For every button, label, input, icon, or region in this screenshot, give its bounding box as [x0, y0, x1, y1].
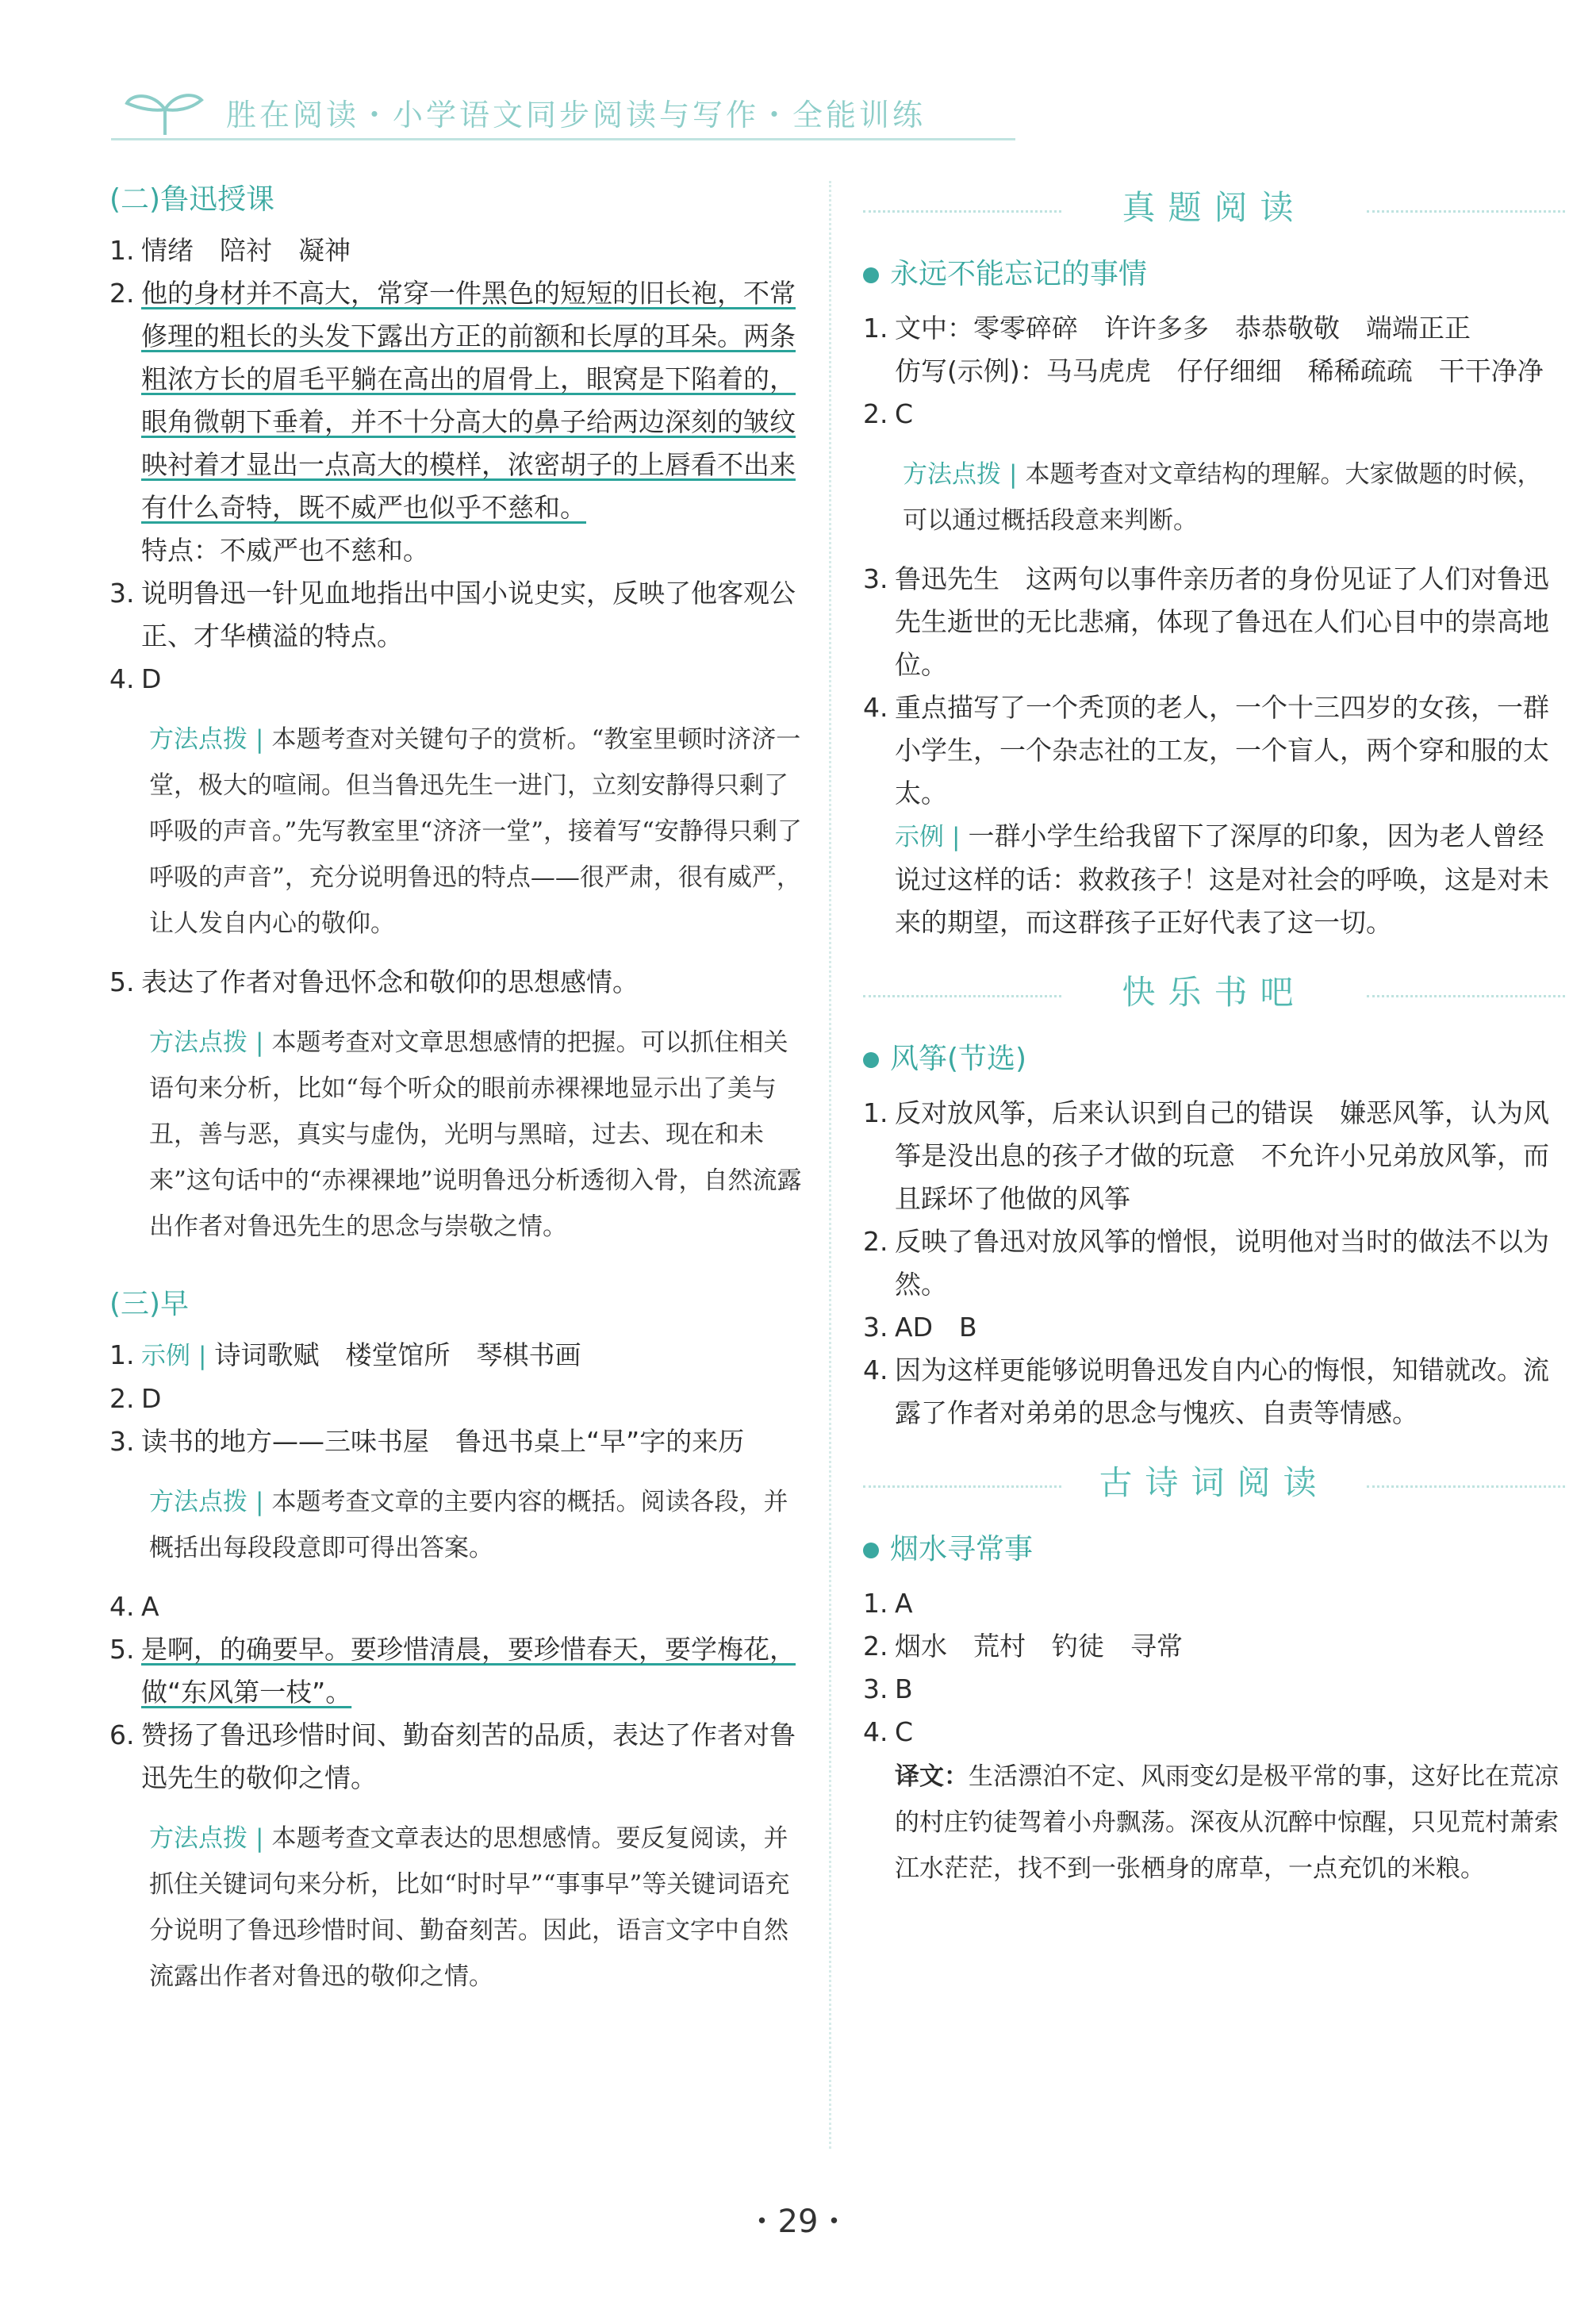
answer-item: 2. C [863, 398, 914, 429]
method-tip: 方法点拨 | 本题考查文章的主要内容的概括。阅读各段，并概括出每段段意即可得出答案。 [149, 1488, 788, 1562]
answer-item: 3. 读书的地方——三味书屋 鲁迅书桌上“早”字的来历 [109, 1426, 745, 1457]
article-title: 风筝(节选) [863, 1038, 1565, 1081]
section-title-luxun-lecture: (二)鲁迅授课 [109, 183, 275, 216]
example-label: 示例 | [895, 823, 961, 851]
answer-item-example: 示例 | 一群小学生给我留下了深厚的印象，因为老人曾经说过这样的话：救救孩子！这是对社会的呼唤，这是对未来的期望，而这群孩子正好代表了这一切。 [895, 820, 1549, 938]
translation: 译文：生活漂泊不定、风雨变幻是极平常的事，这好比在荒凉的村庄钓徒驾着小舟飘荡。深夜从沉醉中惊醒，只见荒村萧索江水茫茫，找不到一张栖身的席草，一点充饥的米粮。 [895, 1762, 1559, 1883]
method-tip: 方法点拨 | 本题考查对文章结构的理解。大家做题的时候，可以通过概括段意来判断。 [903, 460, 1542, 535]
answer-item: 5. 表达了作者对鲁迅怀念和敬仰的思想感情。 [109, 966, 639, 997]
answer-item: 1. 情绪 陪衬 凝神 [109, 235, 351, 266]
answer-item: 4. 重点描写了一个秃顶的老人，一个十三四岁的女孩，一群小学生，一个杂志社的工友，一个盲人，两个穿和服的太太。 [863, 692, 1549, 809]
right-column [863, 179, 1565, 1892]
header-divider [111, 138, 1015, 140]
answer-item: 3. AD B [863, 1312, 977, 1343]
answer-item-continued: 仿写(示例)：马马虎虎 仔仔细细 稀稀疏疏 干干净净 [895, 355, 1544, 386]
left-column [109, 179, 808, 2014]
header-title: 胜在阅读・小学语文同步阅读与写作・全能训练 [226, 98, 927, 133]
bullet-dot-icon [863, 1543, 879, 1558]
tip-label: 方法点拨 | [149, 1824, 264, 1853]
column-divider [829, 181, 831, 2149]
sprout-icon [117, 86, 213, 138]
article-title: 烟水寻常事 [863, 1528, 1565, 1571]
section-title-zao: (三)早 [109, 1288, 190, 1320]
answer-item: 2. 他的身材并不高大，常穿一件黑色的短短的旧长袍，不常修理的粗长的头发下露出方正的前额和长厚的耳朵。两条粗浓方长的眉毛平躺在高出的眉骨上，眼窝是下陷着的，眼角微朝下垂着，并不十分高大的鼻子给两边深刻的皱纹映衬着才显出一点高大的模样，浓密胡子的上唇看不出来有什么奇特，既不威严也似乎不慈和。 [109, 278, 796, 523]
tip-label: 方法点拨 | [149, 1028, 264, 1057]
tip-label: 方法点拨 | [903, 460, 1018, 489]
tip-label: 方法点拨 | [149, 725, 264, 754]
bullet-dot-icon [863, 1052, 879, 1068]
answer-item: 2. D [109, 1383, 162, 1414]
section-banner-classical-poetry: 古诗词阅读 [863, 1454, 1565, 1517]
article-title: 永远不能忘记的事情 [863, 253, 1565, 296]
page-number: ・29・ [746, 2203, 850, 2240]
answer-item: 4. D [109, 663, 162, 694]
answer-item: 1. 示例 | 诗词歌赋 楼堂馆所 琴棋书画 [109, 1339, 581, 1370]
answer-item-feature: 特点：不威严也不慈和。 [141, 535, 429, 566]
answer-item: 3. 鲁迅先生 这两句以事件亲历者的身份见证了人们对鲁迅先生逝世的无比悲痛，体现了鲁迅在人们心目中的崇高地位。 [863, 563, 1549, 680]
answer-item: 2. 反映了鲁迅对放风筝的憎恨，说明他对当时的做法不以为然。 [863, 1226, 1549, 1300]
answer-item: 5. 是啊，的确要早。要珍惜清晨，要珍惜春天，要学梅花，做“东风第一枝”。 [109, 1634, 796, 1708]
section-banner-real-test: 真题阅读 [863, 179, 1565, 242]
section-banner-happy-books: 快乐书吧 [863, 963, 1565, 1027]
answer-item: 3. 说明鲁迅一针见血地指出中国小说史实，反映了他客观公正、才华横溢的特点。 [109, 578, 796, 651]
method-tip: 方法点拨 | 本题考查对文章思想感情的把握。可以抓住相关语句来分析，比如“每个听众的眼前赤裸裸地显示出了美与丑，善与恶，真实与虚伪，光明与黑暗，过去、现在和未来”这句话中的“赤裸裸地”说明鲁迅分析透彻入骨，自然流露出作者对鲁迅先生的思念与崇敬之情。 [149, 1028, 802, 1241]
answer-item: 4. 因为这样更能够说明鲁迅发自内心的悔恨，知错就改。流露了作者对弟弟的思念与愧疚、自责等情感。 [863, 1354, 1549, 1428]
example-label: 示例 | [141, 1342, 207, 1370]
method-tip: 方法点拨 | 本题考查对关键句子的赏析。“教室里顿时济济一堂，极大的喧闹。但当鲁迅先生一进门，立刻安静得只剩了呼吸的声音。”先写教室里“济济一堂”，接着写“安静得只剩了呼吸的声音”，充分说明鲁迅的特点——很严肃，很有威严，让人发自内心的敬仰。 [149, 725, 802, 938]
answer-item: 4. A [109, 1591, 159, 1622]
answer-item: 1. A [863, 1588, 913, 1619]
bullet-dot-icon [863, 267, 879, 283]
page-header [111, 86, 1539, 141]
method-tip: 方法点拨 | 本题考查文章表达的思想感情。要反复阅读，并抓住关键词句来分析，比如“时时早”“事事早”等关键词语充分说明了鲁迅珍惜时间、勤奋刻苦。因此，语言文字中自然流露出作者对鲁迅的敬仰之情。 [149, 1824, 790, 1991]
answer-item: 2. 烟水 荒村 钓徒 寻常 [863, 1631, 1183, 1662]
answer-item: 1. 文中：零零碎碎 许许多多 恭恭敬敬 端端正正 [863, 313, 1471, 344]
tip-label: 方法点拨 | [149, 1488, 264, 1516]
answer-item: 6. 赞扬了鲁迅珍惜时间、勤奋刻苦的品质，表达了作者对鲁迅先生的敬仰之情。 [109, 1719, 796, 1793]
answer-item: 4. C [863, 1716, 914, 1747]
answer-item: 3. B [863, 1673, 913, 1704]
answer-item: 1. 反对放风筝，后来认识到自己的错误 嫌恶风筝，认为风筝是没出息的孩子才做的玩意 不允许小兄弟放风筝，而且踩坏了他做的风筝 [863, 1097, 1549, 1214]
